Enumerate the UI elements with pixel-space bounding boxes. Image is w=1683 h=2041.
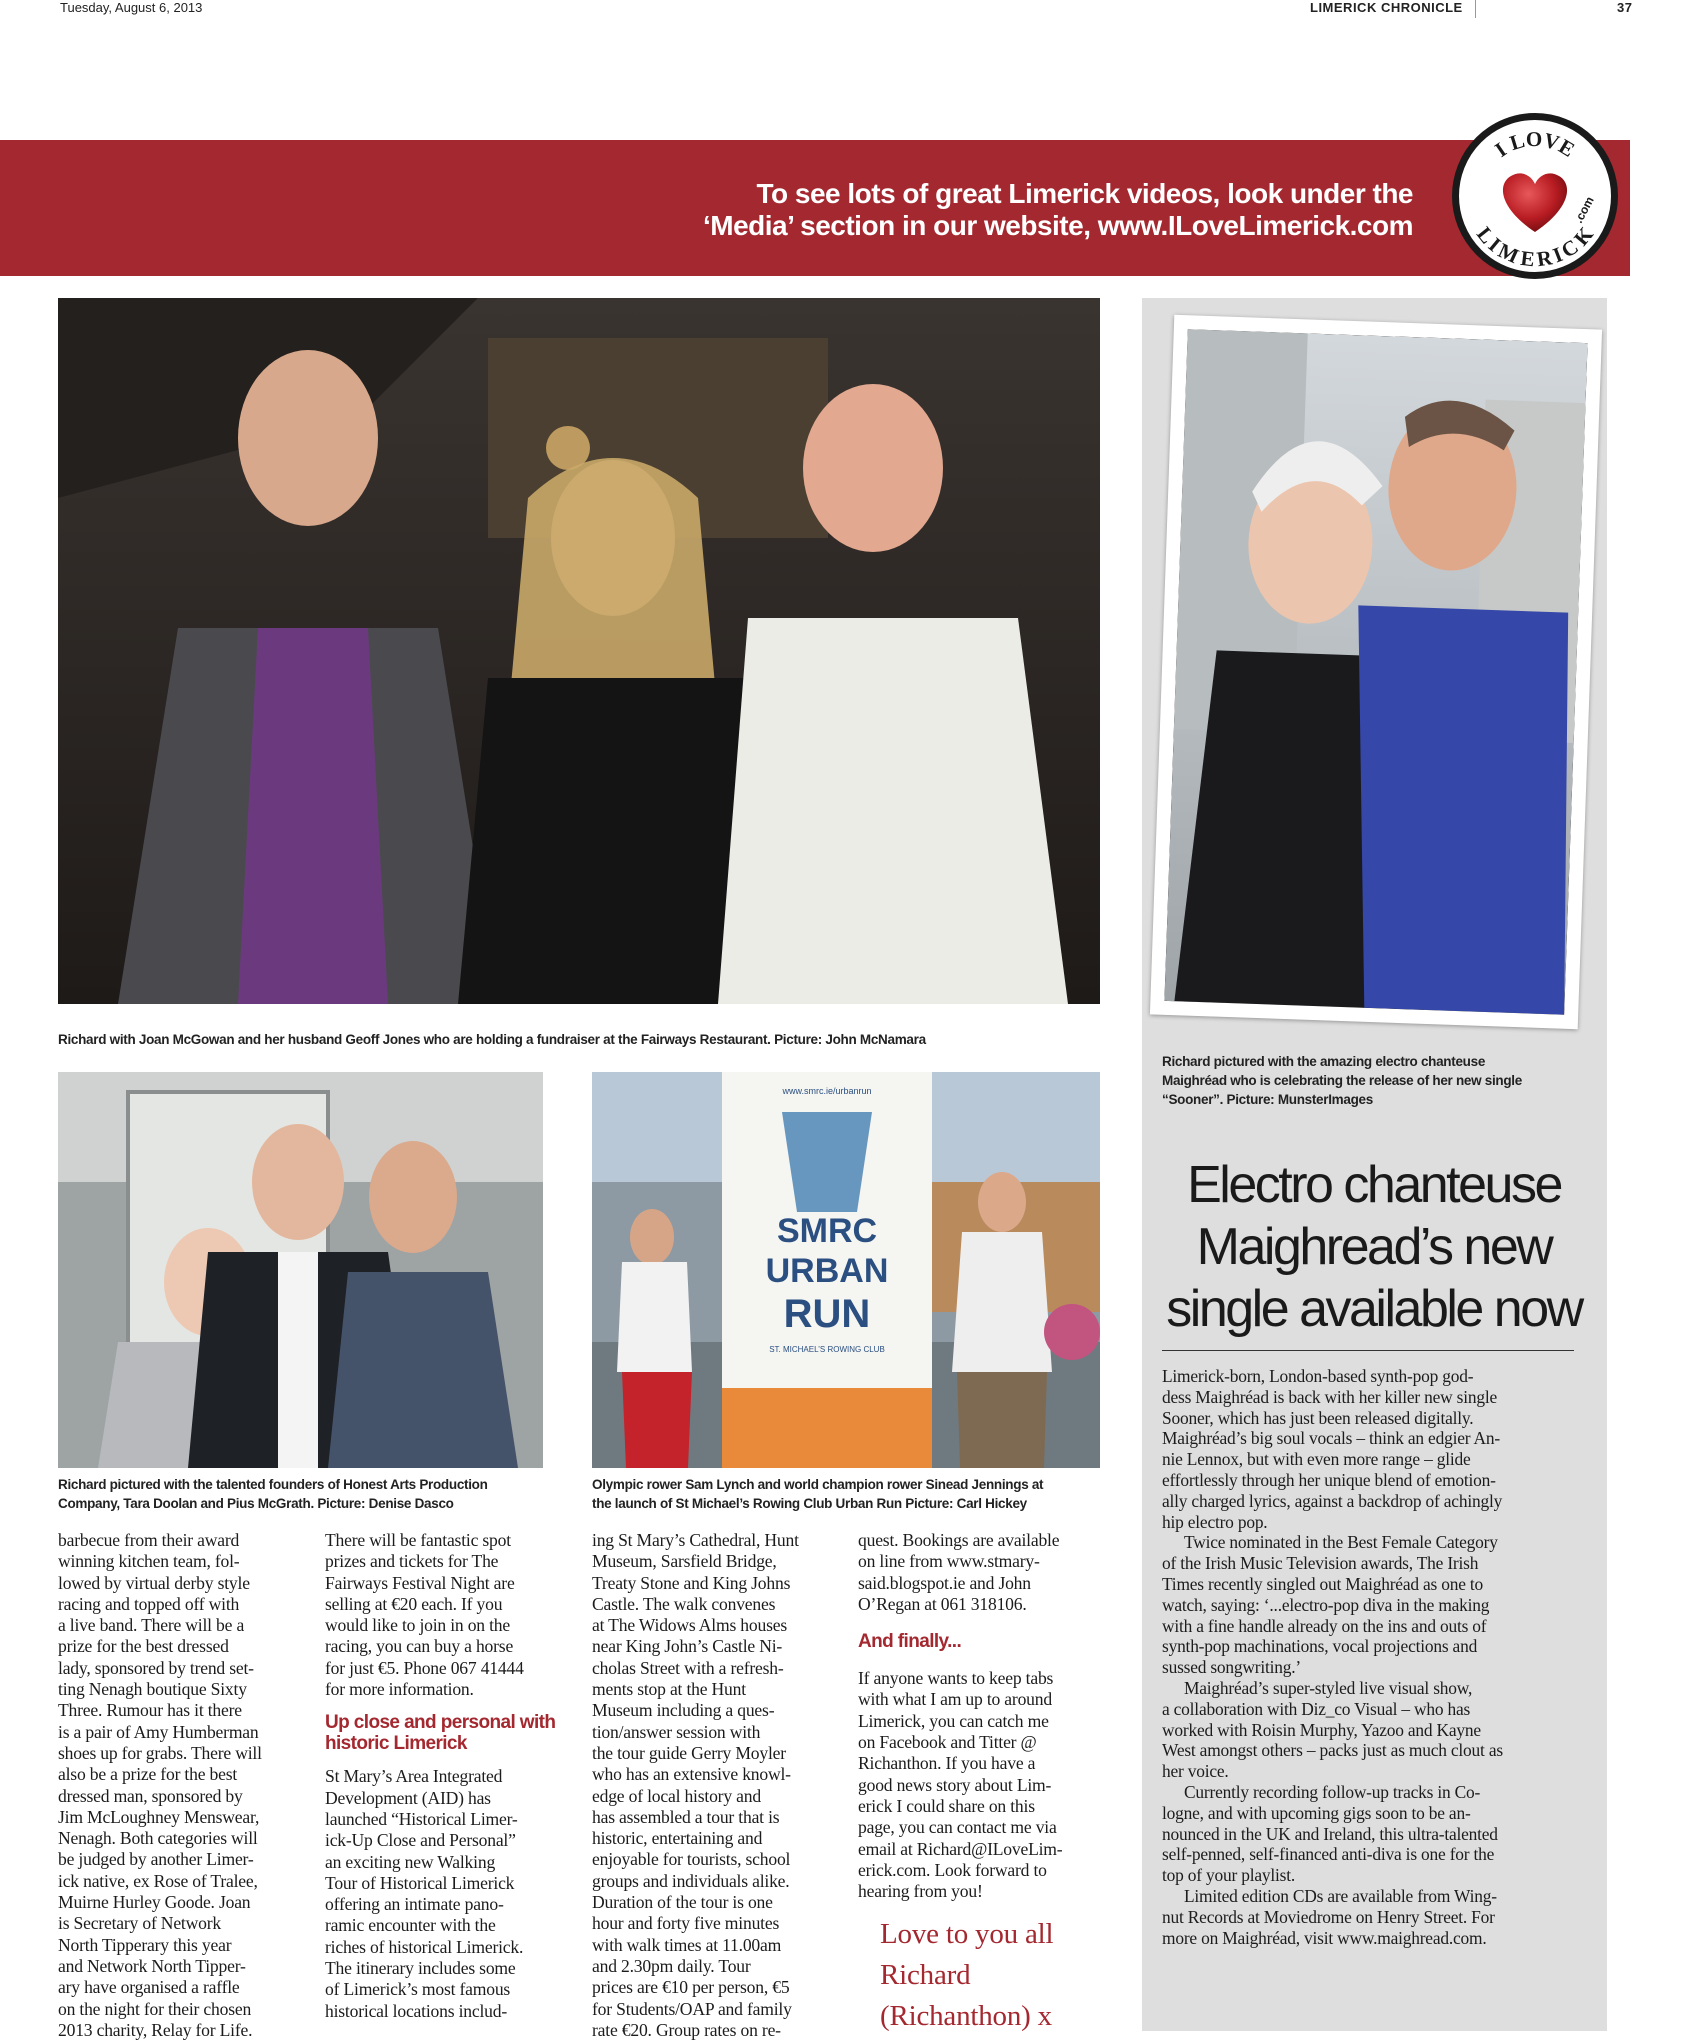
text-line: Limited edition CDs are available from Wing-	[1184, 1885, 1497, 1906]
text-line: quest. Bookings are available	[858, 1530, 1060, 1550]
sidebar-caption-line-1: Richard pictured with the amazing electro chanteuse	[1162, 1054, 1486, 1069]
sidebar-headline	[1150, 1154, 1598, 1340]
text-line: West amongst others – packs just as much clout as	[1162, 1740, 1503, 1761]
header-divider	[1475, 0, 1476, 18]
text-line: nie Lennox, but with even more range – glide	[1162, 1449, 1471, 1470]
text-line: has assembled a tour that is	[592, 1806, 780, 1827]
text-line: Currently recording follow-up tracks in Co-	[1184, 1781, 1481, 1802]
page-number: 37	[1617, 0, 1633, 15]
sign-off	[880, 1914, 1118, 2037]
sidebar-caption-line-3: “Sooner”. Picture: MunsterImages	[1162, 1092, 1373, 1107]
logo-top-text: I LOVE	[1490, 126, 1579, 162]
text-line: nounced in the UK and Ireland, this ultra-talented	[1162, 1823, 1498, 1844]
page-date: Tuesday, August 6, 2013	[60, 0, 203, 15]
text-line: page, you can contact me via	[858, 1817, 1057, 1838]
text-line: racing and topped off with	[58, 1593, 240, 1614]
sidebar-photo-caption	[1162, 1052, 1602, 1109]
main-photo-art	[58, 298, 1100, 1004]
text-line: Twice nominated in the Best Female Category	[1184, 1532, 1498, 1553]
middle-caption-line-1: Olympic rower Sam Lynch and world champion rower Sinead Jennings at	[592, 1477, 1044, 1492]
section-heading-line-1: Up close and personal with	[325, 1712, 556, 1734]
sidebar-photo-frame	[1150, 315, 1602, 1030]
text-line: single available now	[1166, 1280, 1582, 1338]
article-column-3	[592, 1530, 852, 2041]
sidebar-paragraph	[1162, 1366, 1592, 1532]
text-line: There will be fantastic spot	[325, 1530, 511, 1550]
text-line: Limerick-born, London-based synth-pop god-	[1162, 1366, 1474, 1386]
text-line: nut Records at Moviedrome on Henry Street. For	[1162, 1906, 1495, 1927]
text-line: erick.com. Look forward to	[858, 1859, 1047, 1880]
text-line: Tour of Historical Limerick	[325, 1872, 515, 1893]
text-line: with walk times at 11.00am	[592, 1934, 782, 1955]
heart-icon	[1503, 173, 1567, 232]
text-line: erick I could share on this	[858, 1795, 1035, 1816]
section-heading-historic-limerick	[325, 1712, 575, 1754]
text-line: Maighréad’s big soul vocals – think an edgier An-	[1162, 1428, 1500, 1449]
text-line: top of your playlist.	[1162, 1865, 1295, 1886]
left-photo-art	[58, 1072, 543, 1468]
text-line: a live band. There will be a	[58, 1615, 245, 1636]
text-line: ally charged lyrics, against a backdrop of achingly	[1162, 1490, 1503, 1511]
text-line: prize for the best dressed	[58, 1636, 229, 1657]
text-line: on the night for their chosen	[58, 1998, 252, 2019]
text-line: 2013 charity, Relay for Life.	[58, 2019, 253, 2040]
text-line: historic, entertaining and	[592, 1828, 763, 1849]
text-line: near King John’s Castle Ni-	[592, 1636, 783, 1657]
text-line: with what I am up to around	[858, 1689, 1052, 1710]
text-line: Fairways Festival Night are	[325, 1572, 515, 1593]
sidebar-headline-rule	[1162, 1350, 1574, 1351]
text-line: Richanthon. If you have a	[858, 1753, 1036, 1774]
section-heading-line-2: historic Limerick	[325, 1733, 467, 1755]
newspaper-name: LIMERICK CHRONICLE	[1310, 0, 1463, 15]
text-line: email at Richard@ILoveLim-	[858, 1838, 1063, 1859]
text-line: launched “Historical Limer-	[325, 1808, 518, 1829]
text-line: watch, saying: ‘...electro-pop diva in the making	[1162, 1594, 1490, 1615]
text-line: ing St Mary’s Cathedral, Hunt	[592, 1530, 799, 1550]
article-column-4	[858, 1530, 1118, 2037]
text-line: said.blogspot.ie and John	[858, 1572, 1031, 1593]
sign-club: ST. MICHAEL’S ROWING CLUB	[769, 1345, 885, 1354]
text-line: ments stop at the Hunt	[592, 1679, 746, 1700]
logo-bottom-text: LIMERICK	[1471, 222, 1598, 272]
main-photo-caption: Richard with Joan McGowan and her husband Geoff Jones who are holding a fundraiser at the Fairways Restaurant. Picture: John McNamara	[58, 1032, 926, 1047]
text-line: of Limerick’s most famous	[325, 1979, 511, 2000]
text-line: be judged by another Limer-	[58, 1849, 254, 1870]
sidebar-paragraph	[1162, 1532, 1592, 1678]
text-line: ary have organised a raffle	[58, 1977, 240, 1998]
text-line: hip electro pop.	[1162, 1511, 1268, 1532]
section-heading-and-finally: And finally...	[858, 1631, 962, 1653]
promo-line-1: To see lots of great Limerick videos, look under the	[756, 178, 1413, 209]
text-line: good news story about Lim-	[858, 1774, 1052, 1795]
left-photo-caption	[58, 1475, 558, 1513]
text-line: St Mary’s Area Integrated	[325, 1766, 503, 1787]
text-line: Treaty Stone and King Johns	[592, 1572, 791, 1593]
text-line: Castle. The walk convenes	[592, 1593, 776, 1614]
text-line: racing, you can buy a horse	[325, 1636, 514, 1657]
text-line: prices are €10 per person, €5	[592, 1977, 790, 1998]
text-line: tion/answer session with	[592, 1721, 761, 1742]
left-caption-line-1: Richard pictured with the talented founders of Honest Arts Production	[58, 1477, 488, 1492]
text-line: an exciting new Walking	[325, 1851, 496, 1872]
left-photo	[58, 1072, 543, 1468]
text-line: selling at €20 each. If you	[325, 1593, 503, 1614]
text-line: The itinerary includes some	[325, 1958, 516, 1979]
sidebar-caption-line-2: Maighréad who is celebrating the release of her new single	[1162, 1073, 1522, 1088]
text-line: is Secretary of Network	[58, 1913, 221, 1934]
text-line: winning kitchen team, fol-	[58, 1551, 240, 1572]
text-line: groups and individuals alike.	[592, 1870, 790, 1891]
text-line: self-penned, self-financed anti-diva is one for the	[1162, 1844, 1495, 1865]
article-column-2	[325, 1530, 575, 2022]
logo-art	[1459, 120, 1611, 272]
sign-line-3: RUN	[783, 1292, 871, 1336]
text-line: and Network North Tipper-	[58, 1955, 246, 1976]
text-line: Maighréad’s super-styled live visual show,	[1184, 1677, 1473, 1698]
text-line: hearing from you!	[858, 1881, 983, 1902]
text-line: Limerick, you can catch me	[858, 1710, 1049, 1731]
text-line: ting Nenagh boutique Sixty	[58, 1679, 247, 1700]
text-line: offering an intimate pano-	[325, 1894, 504, 1915]
text-line: riches of historical Limerick.	[325, 1936, 524, 1957]
sign-line-2: URBAN	[765, 1252, 889, 1290]
text-line: shoes up for grabs. There will	[58, 1742, 262, 1763]
text-line: sussed songwriting.’	[1162, 1657, 1301, 1678]
main-photo	[58, 298, 1100, 1004]
text-line: Duration of the tour is one	[592, 1892, 773, 1913]
text-line: Museum, Sarsfield Bridge,	[592, 1551, 777, 1572]
text-line: Jim McLoughney Menswear,	[58, 1806, 260, 1827]
sidebar-article	[1162, 1366, 1592, 1948]
text-line: with a fine handle already on the ins and outs of	[1162, 1615, 1487, 1636]
sidebar-paragraph	[1162, 1886, 1592, 1948]
text-line: on line from www.stmary-	[858, 1551, 1040, 1572]
sign-url: www.smrc.ie/urbanrun	[782, 1086, 872, 1096]
text-line: a collaboration with Diz_co Visual – who has	[1162, 1698, 1471, 1719]
text-line: on Facebook and Titter @	[858, 1732, 1037, 1753]
text-line: ick-Up Close and Personal”	[325, 1830, 516, 1851]
text-line: Museum including a ques-	[592, 1700, 775, 1721]
sidebar-paragraph	[1162, 1782, 1592, 1886]
promo-banner-text	[653, 178, 1413, 242]
text-line: synth-pop machinations, vocal projections and	[1162, 1636, 1478, 1657]
column-4-bottom-text	[858, 1668, 1118, 1902]
text-line: dess Maighréad is back with her killer new single	[1162, 1386, 1498, 1407]
text-line: is a pair of Amy Humberman	[58, 1721, 259, 1742]
text-line: Three. Rumour has it there	[58, 1700, 242, 1721]
text-line: Times recently singled out Maighréad as one to	[1162, 1573, 1484, 1594]
text-line: effortlessly through her unique blend of emotion-	[1162, 1469, 1496, 1490]
text-line: lowed by virtual derby style	[58, 1572, 250, 1593]
text-line: would like to join in on the	[325, 1615, 510, 1636]
text-line: O’Regan at 061 318106.	[858, 1593, 1027, 1614]
text-line: for Students/OAP and family	[592, 1998, 792, 2019]
text-line: and 2.30pm daily. Tour	[592, 1955, 751, 1976]
text-line: enjoyable for tourists, school	[592, 1849, 791, 1870]
middle-photo-caption	[592, 1475, 1112, 1513]
left-caption-line-2: Company, Tara Doolan and Pius McGrath. Picture: Denise Dasco	[58, 1496, 454, 1511]
text-line: Electro chanteuse	[1187, 1156, 1561, 1214]
sidebar-paragraph	[1162, 1678, 1592, 1782]
text-line: Sooner, which has just been released digitally.	[1162, 1407, 1474, 1428]
sidebar-photo-art	[1164, 329, 1587, 1015]
text-line: logne, and with upcoming gigs soon to be an-	[1162, 1802, 1471, 1823]
text-line: the tour guide Gerry Moyler	[592, 1742, 786, 1763]
text-line: Love to you all	[880, 1918, 1054, 1951]
sign-line-1: SMRC	[776, 1212, 878, 1250]
logo-com-text: .com	[1571, 194, 1597, 226]
text-line: edge of local history and	[592, 1785, 761, 1806]
text-line: for just €5. Phone 067 41444	[325, 1657, 524, 1678]
text-line: If anyone wants to keep tabs	[858, 1668, 1054, 1689]
column-2-top-text	[325, 1530, 575, 1700]
middle-caption-line-2: the launch of St Michael’s Rowing Club Urban Run Picture: Carl Hickey	[592, 1496, 1027, 1511]
text-line: for more information.	[325, 1679, 474, 1700]
text-line: Nenagh. Both categories will	[58, 1828, 258, 1849]
column-2-bottom-text	[325, 1766, 575, 2022]
text-line: at The Widows Alms houses	[592, 1615, 787, 1636]
text-line: Maighread’s new	[1196, 1218, 1552, 1276]
text-line: hour and forty five minutes	[592, 1913, 780, 1934]
i-love-limerick-logo	[1452, 113, 1618, 279]
text-line: worked with Roisin Murphy, Yazoo and Kayne	[1162, 1719, 1481, 1740]
text-line: who has an extensive knowl-	[592, 1764, 791, 1785]
middle-photo-art	[592, 1072, 1100, 1468]
text-line: cholas Street with a refresh-	[592, 1657, 784, 1678]
text-line: also be a prize for the best	[58, 1764, 238, 1785]
text-line: (Richanthon) x	[880, 2000, 1052, 2033]
text-line: Richard	[880, 1959, 971, 1992]
column-4-top-text	[858, 1530, 1118, 1615]
text-line: of the Irish Music Television awards, The Irish	[1162, 1553, 1479, 1574]
text-line: dressed man, sponsored by	[58, 1785, 243, 1806]
text-line: prizes and tickets for The	[325, 1551, 499, 1572]
text-line: barbecue from their award	[58, 1530, 240, 1550]
text-line: Muirne Hurley Goode. Joan	[58, 1892, 251, 1913]
article-column-1	[58, 1530, 303, 2041]
text-line: lady, sponsored by trend set-	[58, 1657, 254, 1678]
sidebar-photo	[1164, 329, 1587, 1015]
text-line: her voice.	[1162, 1761, 1229, 1782]
text-line: North Tipperary this year	[58, 1934, 232, 1955]
text-line: ick native, ex Rose of Tralee,	[58, 1870, 258, 1891]
text-line: rate €20. Group rates on re-	[592, 2019, 781, 2040]
text-line: ramic encounter with the	[325, 1915, 496, 1936]
middle-photo	[592, 1072, 1100, 1468]
text-line: more on Maighréad, visit www.maighread.com.	[1162, 1927, 1487, 1948]
promo-line-2: ‘Media’ section in our website, www.ILoveLimerick.com	[703, 210, 1413, 241]
text-line: Development (AID) has	[325, 1787, 491, 1808]
text-line: historical locations includ-	[325, 2000, 508, 2021]
